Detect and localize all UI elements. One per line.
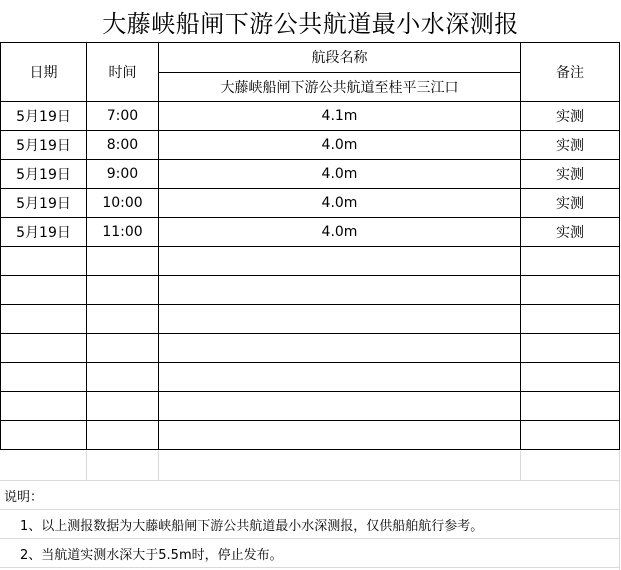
- cell-time: 11:00: [87, 218, 159, 247]
- note-item: 2、当航道实测水深大于5.5m时，停止发布。: [20, 548, 283, 563]
- empty-row: [1, 334, 620, 363]
- note-item: 1、以上测报数据为大藤峡船闸下游公共航道最小水深测报，仅供船舶航行参考。: [20, 519, 484, 534]
- empty-row: [1, 363, 620, 392]
- table-row: [1, 102, 620, 131]
- gridline: [619, 451, 620, 570]
- header-section-name: 航段名称: [159, 43, 521, 73]
- gridline: [86, 451, 87, 480]
- cell-time: 9:00: [87, 160, 159, 189]
- empty-cell: [87, 305, 159, 334]
- gridline: [0, 538, 620, 539]
- empty-cell: [159, 421, 521, 450]
- cell-remark: 实测: [521, 102, 620, 131]
- cell-depth: 4.0m: [159, 131, 521, 160]
- cell-date: 5月19日: [1, 218, 87, 247]
- empty-cell: [1, 305, 87, 334]
- empty-cell: [159, 392, 521, 421]
- empty-cell: [521, 421, 620, 450]
- cell-remark: 实测: [521, 189, 620, 218]
- cell-depth: 4.1m: [159, 102, 521, 131]
- header-section: 大藤峡船闸下游公共航道至桂平三江口: [159, 72, 521, 102]
- empty-cell: [1, 363, 87, 392]
- empty-cell: [87, 392, 159, 421]
- cell-date: 5月19日: [1, 131, 87, 160]
- gridline: [0, 567, 620, 568]
- empty-cell: [159, 276, 521, 305]
- empty-cell: [521, 276, 620, 305]
- table-row: [1, 189, 620, 218]
- cell-depth: 4.0m: [159, 189, 521, 218]
- cell-remark: 实测: [521, 218, 620, 247]
- empty-cell: [87, 276, 159, 305]
- empty-cell: [87, 363, 159, 392]
- empty-cell: [87, 247, 159, 276]
- table-row: [1, 218, 620, 247]
- cell-remark: 实测: [521, 160, 620, 189]
- empty-cell: [521, 392, 620, 421]
- empty-cell: [159, 334, 521, 363]
- cell-time: 7:00: [87, 102, 159, 131]
- empty-row: [1, 247, 620, 276]
- empty-cell: [1, 392, 87, 421]
- table-row: [1, 160, 620, 189]
- gridline: [158, 451, 159, 480]
- empty-cell: [159, 247, 521, 276]
- cell-time: 8:00: [87, 131, 159, 160]
- empty-cell: [521, 334, 620, 363]
- empty-row: [1, 421, 620, 450]
- header-time: 时间: [87, 43, 159, 102]
- header-date: 日期: [1, 43, 87, 102]
- notes-label: 说明：: [4, 490, 44, 505]
- empty-cell: [159, 363, 521, 392]
- header-remark: 备注: [521, 43, 620, 102]
- gridline: [520, 451, 521, 480]
- empty-cell: [521, 305, 620, 334]
- empty-cell: [1, 334, 87, 363]
- report-title: 大藤峡船闸下游公共航道最小水深测报: [102, 9, 519, 38]
- empty-cell: [87, 421, 159, 450]
- depth-report-table: [0, 42, 620, 450]
- cell-time: 10:00: [87, 189, 159, 218]
- gridline: [0, 480, 620, 481]
- empty-row: [1, 392, 620, 421]
- cell-remark: 实测: [521, 131, 620, 160]
- empty-cell: [521, 247, 620, 276]
- cell-date: 5月19日: [1, 102, 87, 131]
- empty-row: [1, 305, 620, 334]
- empty-cell: [1, 421, 87, 450]
- empty-cell: [1, 247, 87, 276]
- cell-depth: 4.0m: [159, 218, 521, 247]
- gridline: [0, 509, 620, 510]
- cell-date: 5月19日: [1, 160, 87, 189]
- empty-cell: [521, 363, 620, 392]
- empty-cell: [159, 305, 521, 334]
- cell-depth: 4.0m: [159, 160, 521, 189]
- table-row: [1, 131, 620, 160]
- cell-date: 5月19日: [1, 189, 87, 218]
- empty-row: [1, 276, 620, 305]
- header-row: [1, 43, 620, 73]
- empty-cell: [1, 276, 87, 305]
- empty-cell: [87, 334, 159, 363]
